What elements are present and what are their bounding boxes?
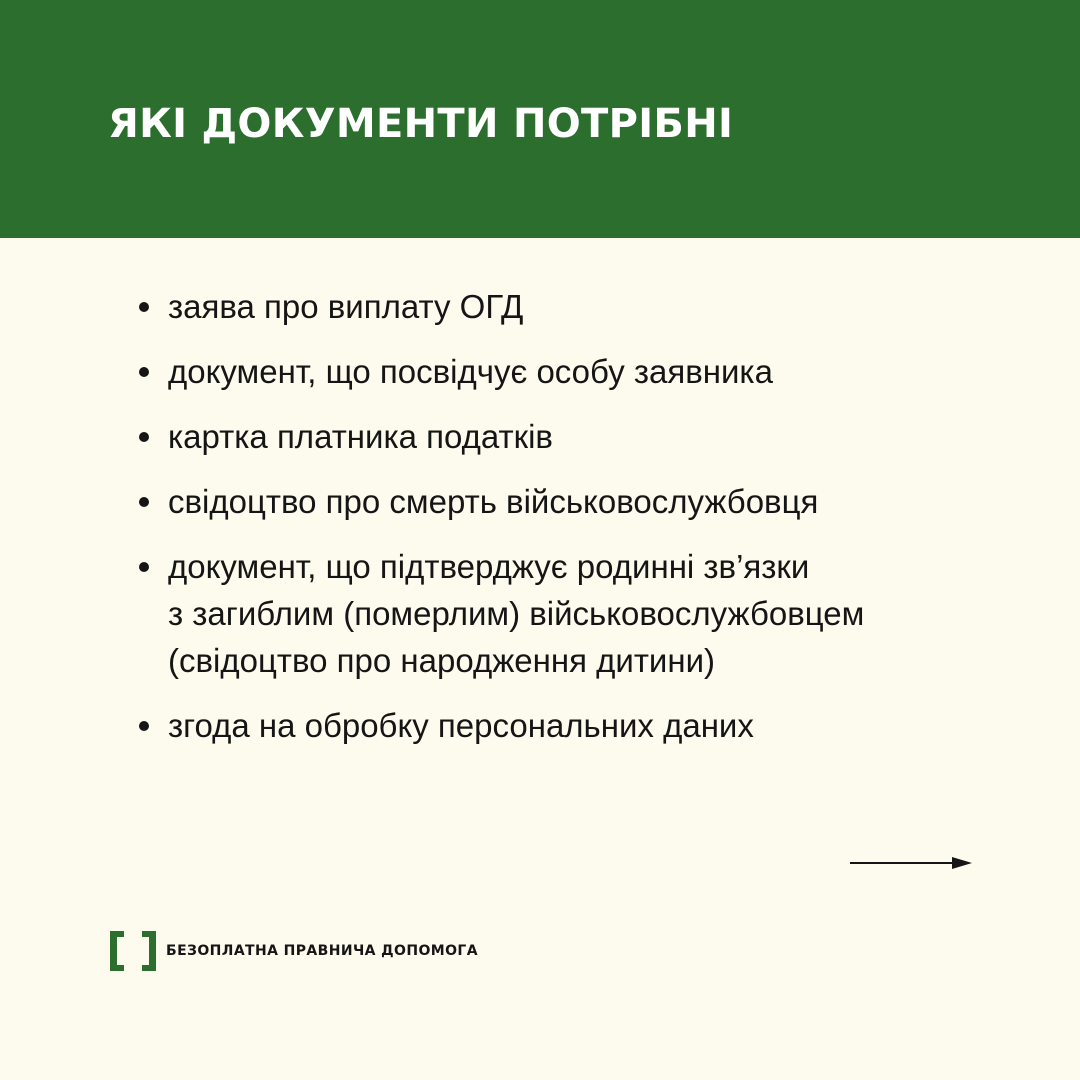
list-item-text: картка платника податків (168, 418, 553, 455)
list-item (136, 413, 1016, 460)
list-item (136, 702, 1016, 749)
header-banner (0, 0, 1080, 238)
brand-logo (110, 931, 478, 971)
brand-name: БЕЗОПЛАТНА ПРАВНИЧА ДОПОМОГА (166, 943, 478, 959)
brackets-logo-icon (110, 931, 156, 971)
bullet-icon (139, 562, 149, 572)
list-item (136, 348, 1016, 395)
list-item-text: документ, що підтверджує родинні зв’язки (168, 548, 810, 585)
list-item-text: згода на обробку персональних даних (168, 707, 754, 744)
list-item-text: свідоцтво про смерть військовослужбовця (168, 483, 819, 520)
list-item (136, 543, 1016, 684)
list-item-text: документ, що посвідчує особу заявника (168, 353, 773, 390)
list-item-text: (свідоцтво про народження дитини) (168, 642, 716, 679)
bullet-icon (139, 302, 149, 312)
list-item-text: заява про виплату ОГД (168, 288, 524, 325)
documents-list (136, 283, 1016, 767)
list-item (136, 283, 1016, 330)
bullet-icon (139, 432, 149, 442)
list-item (136, 478, 1016, 525)
page-title: ЯКІ ДОКУМЕНТИ ПОТРІБНІ (108, 101, 734, 147)
arrow-right-icon[interactable] (850, 853, 974, 873)
bullet-icon (139, 721, 149, 731)
bullet-icon (139, 367, 149, 377)
list-item-text: з загиблим (померлим) військовослужбовцем (168, 595, 865, 632)
bullet-icon (139, 497, 149, 507)
